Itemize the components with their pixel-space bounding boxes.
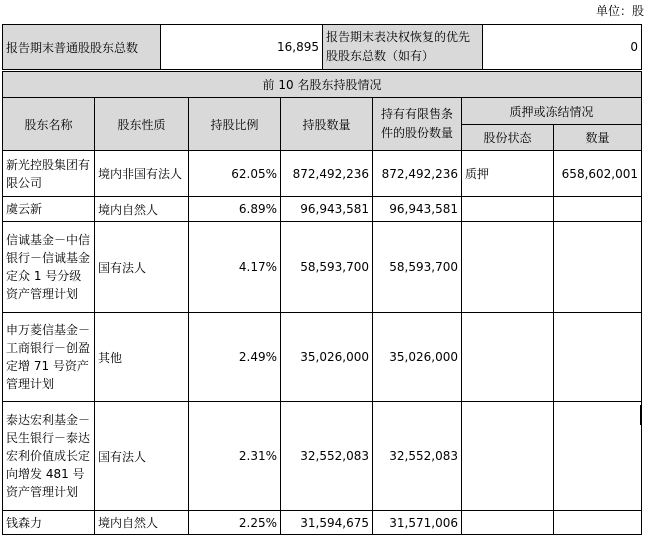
header-amount: 持股数量: [281, 98, 373, 151]
holder-amount: 872,492,236: [281, 151, 373, 197]
pledge-status: [462, 197, 554, 222]
holder-restricted: 31,571,006: [373, 511, 462, 535]
common-holders-label: 报告期末普通股股东总数: [3, 25, 161, 70]
header-name: 股东名称: [3, 98, 95, 151]
summary-table: [2, 24, 642, 70]
pledge-status: 质押: [462, 151, 554, 197]
holder-ratio: 2.25%: [189, 511, 281, 535]
pledge-amount: [554, 313, 642, 402]
holder-nature: 其他: [95, 313, 189, 402]
holder-ratio: 4.17%: [189, 222, 281, 313]
pledge-status: [462, 402, 554, 511]
holder-name: 信诚基金－中信银行－信诚基金定众 1 号分级资产管理计划: [3, 222, 95, 313]
header-restricted: 持有有限售条件的股份数量: [373, 98, 462, 151]
holder-name: 虞云新: [3, 197, 95, 222]
preferred-holders-value: 0: [483, 25, 642, 70]
holder-ratio: 2.31%: [189, 402, 281, 511]
table-row: [3, 222, 642, 313]
holder-nature: 境内自然人: [95, 197, 189, 222]
holder-nature: 境内非国有法人: [95, 151, 189, 197]
holder-nature: 境内自然人: [95, 511, 189, 535]
holder-amount: 32,552,083: [281, 402, 373, 511]
holder-ratio: 6.89%: [189, 197, 281, 222]
scan-edge-line: [640, 405, 641, 425]
header-pledge-group: 质押或冻结情况: [462, 98, 642, 125]
pledge-amount: [554, 197, 642, 222]
common-holders-value: 16,895: [161, 25, 323, 70]
header-pledge-status: 股份状态: [462, 125, 554, 151]
holders-table: [2, 71, 642, 535]
holder-name: 钱森力: [3, 511, 95, 535]
holder-name: 新光控股集团有限公司: [3, 151, 95, 197]
holder-nature: 国有法人: [95, 222, 189, 313]
holder-ratio: 2.49%: [189, 313, 281, 402]
holder-name: 泰达宏利基金－民生银行－泰达宏利价值成长定向增发 481 号资产管理计划: [3, 402, 95, 511]
holder-restricted: 96,943,581: [373, 197, 462, 222]
holder-restricted: 35,026,000: [373, 313, 462, 402]
holder-amount: 31,594,675: [281, 511, 373, 535]
holder-amount: 96,943,581: [281, 197, 373, 222]
table-row: [3, 511, 642, 535]
table-row: [3, 151, 642, 197]
pledge-status: [462, 313, 554, 402]
holder-ratio: 62.05%: [189, 151, 281, 197]
summary-row: [3, 25, 642, 70]
table-row: [3, 197, 642, 222]
holder-restricted: 872,492,236: [373, 151, 462, 197]
table-row: [3, 402, 642, 511]
holder-name: 申万菱信基金－工商银行－创盈定增 71 号资产管理计划: [3, 313, 95, 402]
holder-amount: 58,593,700: [281, 222, 373, 313]
table-row: [3, 313, 642, 402]
preferred-holders-label: 报告期末表决权恢复的优先股股东总数（如有）: [323, 25, 483, 70]
header-row: [3, 98, 642, 125]
header-nature: 股东性质: [95, 98, 189, 151]
unit-label: 单位：股: [595, 4, 644, 18]
pledge-amount: [554, 511, 642, 535]
pledge-status: [462, 511, 554, 535]
header-ratio: 持股比例: [189, 98, 281, 151]
holder-restricted: 32,552,083: [373, 402, 462, 511]
section-title-row: [3, 72, 642, 98]
pledge-amount: [554, 402, 642, 511]
pledge-amount: [554, 222, 642, 313]
pledge-status: [462, 222, 554, 313]
header-pledge-amount: 数量: [554, 125, 642, 151]
holder-amount: 35,026,000: [281, 313, 373, 402]
section-title: 前 10 名股东持股情况: [3, 72, 642, 98]
holder-restricted: 58,593,700: [373, 222, 462, 313]
pledge-amount: 658,602,001: [554, 151, 642, 197]
holder-nature: 国有法人: [95, 402, 189, 511]
